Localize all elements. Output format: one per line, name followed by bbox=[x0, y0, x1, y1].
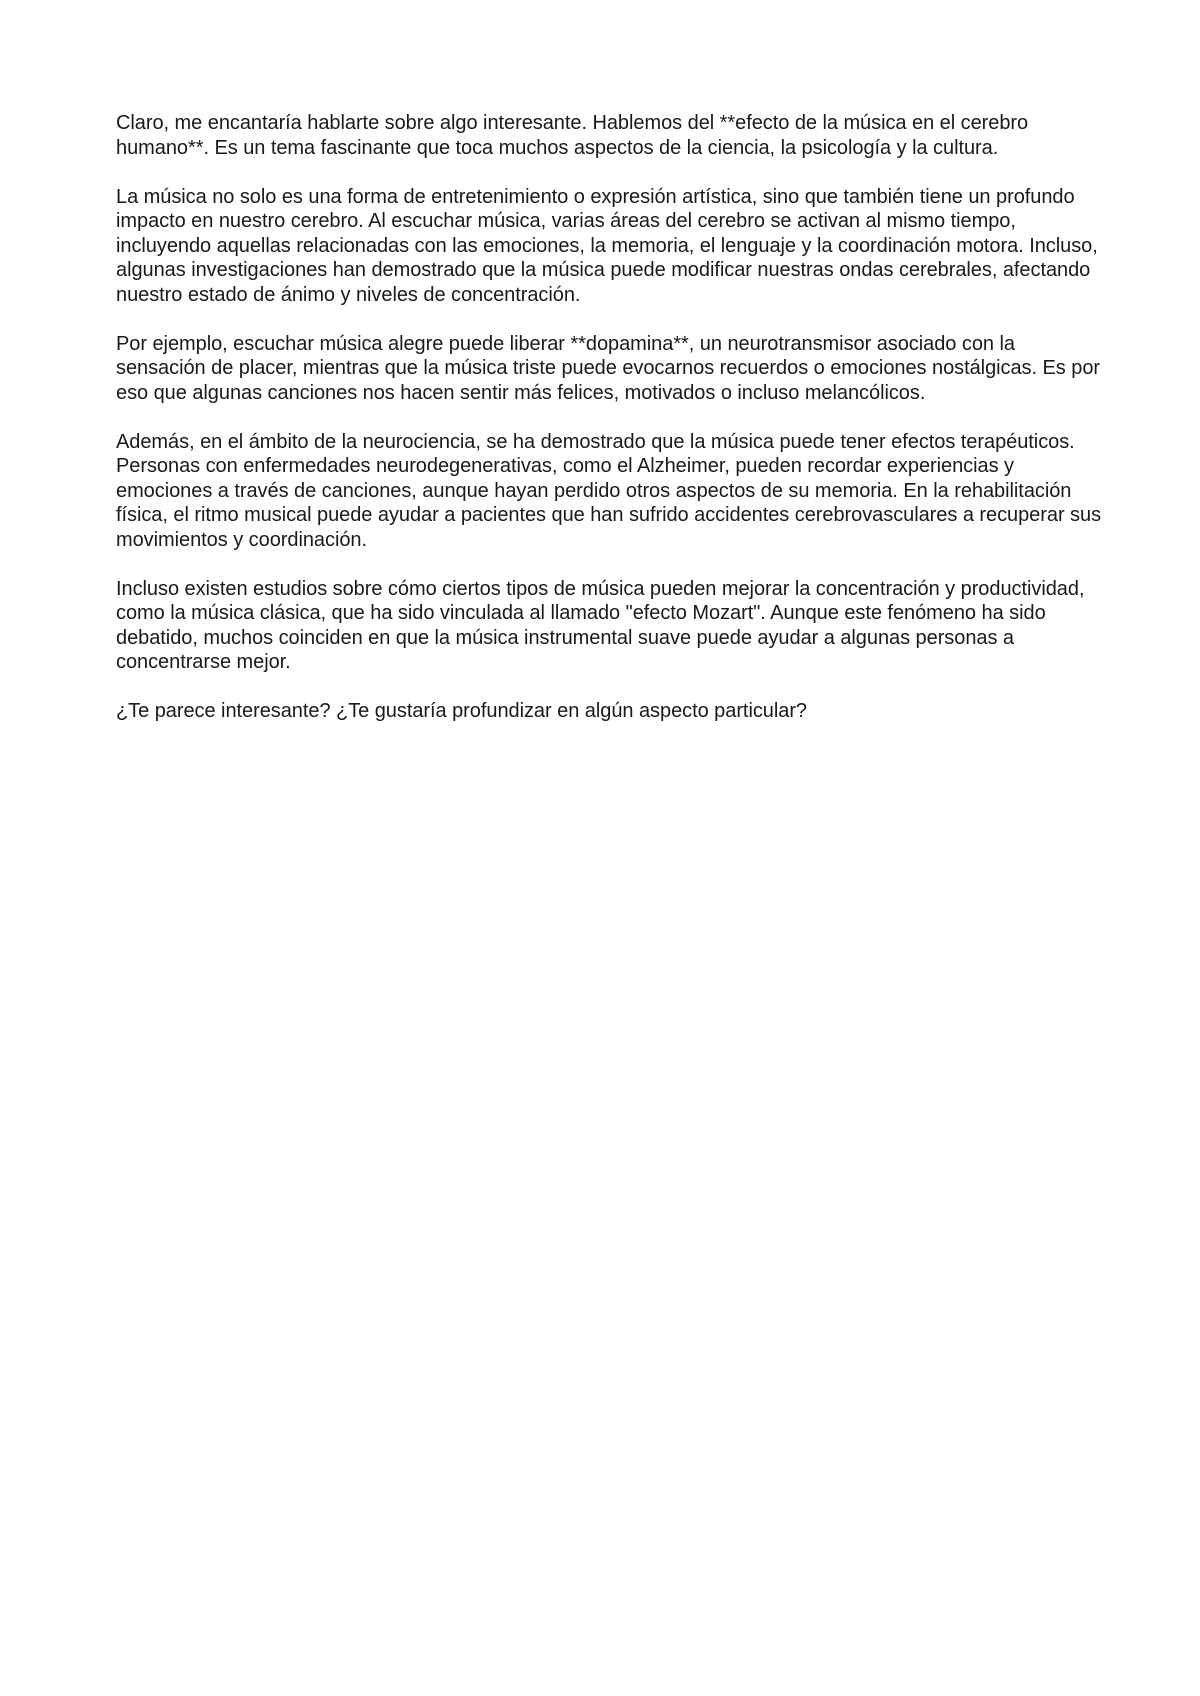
paragraph-brain-impact: La música no solo es una forma de entretenimiento o expresión artística, sino que también tiene un profundo impacto en nuestro cerebro. Al escuchar música, varias áreas del cerebro se activan al mismo tiempo, incluyendo aquellas relacionadas con las emociones, la memoria, el lenguaje y la coordinación motora. Incluso, algunas investigaciones han demostrado que la música puede modificar nuestras ondas cerebrales, afectando nuestro estado de ánimo y niveles de concentración. bbox=[116, 185, 1098, 306]
paragraph-closing-question: ¿Te parece interesante? ¿Te gustaría profundizar en algún aspecto particular? bbox=[116, 700, 808, 722]
paragraph-neuroscience: Además, en el ámbito de la neurociencia, se ha demostrado que la música puede tener efectos terapéuticos. Personas con enfermedades neurodegenerativas, como el Alzheimer, pueden recordar experiencias y emociones a través de canciones, aunque hayan perdido otros aspectos de su memoria. En la rehabilitación física, el ritmo musical puede ayudar a pacientes que han sufrido accidentes cerebrovasculares a recuperar sus movimientos y coordinación. bbox=[116, 430, 1102, 551]
paragraph-dopamine: Por ejemplo, escuchar música alegre puede liberar **dopamina**, un neurotransmisor asociado con la sensación de placer, mientras que la música triste puede evocarnos recuerdos o emociones nostálgicas. Es por eso que algunas canciones nos hacen sentir más felices, motivados o incluso melancólicos. bbox=[116, 332, 1101, 404]
document-body bbox=[116, 111, 1106, 748]
paragraph-intro: Claro, me encantaría hablarte sobre algo interesante. Hablemos del **efecto de la música en el cerebro humano**. Es un tema fascinante que toca muchos aspectos de la ciencia, la psicología y la cultura. bbox=[116, 112, 1029, 159]
paragraph-mozart-effect: Incluso existen estudios sobre cómo ciertos tipos de música pueden mejorar la concentración y productividad, como la música clásica, que ha sido vinculada al llamado "efecto Mozart". Aunque este fenómeno ha sido debatido, muchos coinciden en que la música instrumental suave puede ayudar a algunas personas a concentrarse mejor. bbox=[116, 577, 1085, 673]
